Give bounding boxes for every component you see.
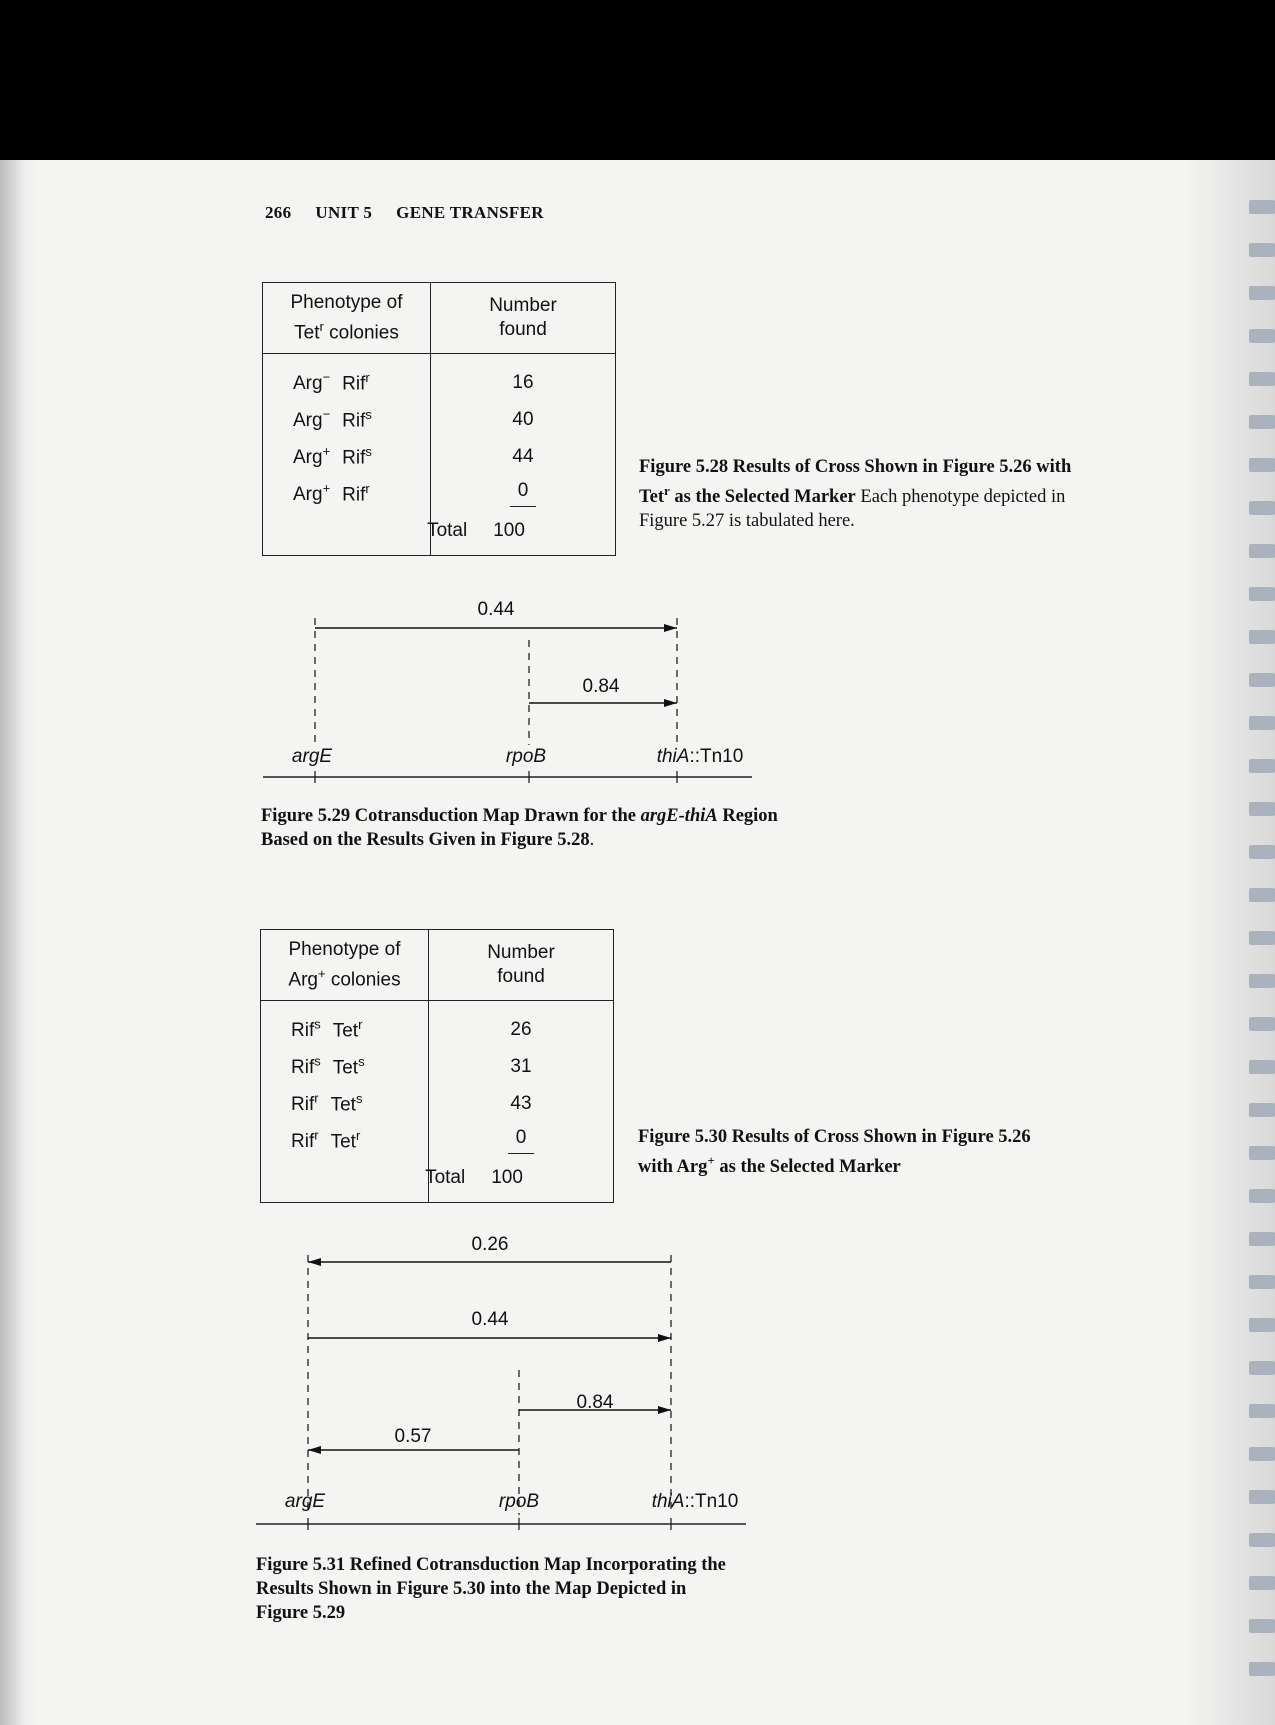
allele: s [365, 444, 372, 460]
map2-guides [308, 1255, 671, 1515]
figure-5-30-caption [638, 1125, 1068, 1179]
allele: s [365, 407, 372, 423]
distance-label: 0.26 [471, 1234, 509, 1255]
gene: Rif [342, 410, 366, 432]
caption-sup: r [664, 483, 670, 498]
gene: Rif [342, 373, 366, 395]
gene-name: thiA [651, 1491, 685, 1512]
total-value: 100 [493, 519, 525, 541]
total-row [261, 1159, 614, 1203]
table-row [261, 1085, 614, 1122]
caption-period: . [589, 830, 595, 850]
header-marker-sup: r [319, 319, 324, 334]
gene: Rif [342, 484, 366, 506]
allele: r [365, 370, 370, 386]
caption-title: Results of Cross Shown in Figure 5.26 with Arg [638, 1127, 1031, 1178]
gene: Rif [291, 1057, 315, 1079]
distance-label: 0.44 [477, 599, 515, 620]
gene: Rif [291, 1094, 315, 1116]
insertion-name: ::Tn10 [689, 746, 744, 767]
caption-body: Each phenotype depicted in Figure 5.27 is tabulated here. [639, 487, 1066, 532]
gene: Tet [330, 1131, 356, 1153]
caption-title-end: as the Selected Marker [714, 1157, 901, 1178]
count: 31 [510, 1055, 532, 1077]
header-colonies: colonies [325, 969, 401, 991]
count: 43 [510, 1092, 532, 1114]
gene-label-thiA [657, 746, 744, 767]
allele: r [314, 1091, 319, 1107]
allele: s [314, 1054, 321, 1070]
allele: r [365, 481, 370, 497]
gene: Rif [342, 447, 366, 469]
caption-label: Figure 5.28 [639, 457, 729, 477]
caption-label: Figure 5.29 [261, 806, 351, 826]
distance-label: 0.84 [576, 1392, 614, 1413]
count: 0 [510, 480, 537, 507]
allele: r [314, 1128, 319, 1144]
gene: Arg [293, 373, 323, 395]
caption-title: Refined Cotransduction Map Incorporating the Results Shown in Figure 5.30 into the Map Depicted in Figure 5.29 [256, 1555, 726, 1623]
header-line: found [499, 319, 547, 341]
header-marker: Arg [288, 969, 318, 991]
gene: Arg [293, 484, 323, 506]
table-row [261, 1048, 614, 1085]
gene: Rif [291, 1020, 315, 1042]
allele: r [358, 1017, 363, 1033]
distance-label: 0.44 [471, 1309, 509, 1330]
caption-label: Figure 5.31 [256, 1555, 346, 1575]
header-line: Number [487, 942, 555, 964]
gene: Tet [332, 1020, 359, 1042]
gene-label-argE: argE [284, 1491, 326, 1512]
distance-label: 0.84 [582, 676, 620, 697]
allele: s [358, 1054, 365, 1070]
caption-title-end: as the Selected Marker [669, 487, 856, 508]
allele: − [322, 407, 331, 423]
header-marker: Tet [294, 322, 320, 344]
caption-label: Figure 5.30 [638, 1127, 728, 1147]
count: 44 [512, 445, 534, 467]
table-row [261, 1001, 614, 1049]
count: 0 [508, 1127, 535, 1154]
allele: s [355, 1091, 363, 1107]
figure-5-29-caption [261, 804, 781, 852]
allele: − [322, 370, 331, 386]
gene-label-thiA [652, 1491, 739, 1512]
count: 40 [512, 408, 534, 430]
header-marker-sup: + [317, 966, 326, 981]
gene-label-rpoB: rpoB [498, 1491, 540, 1512]
table-header-row [261, 930, 614, 1001]
caption-gene-region: argE-thiA [640, 806, 718, 826]
header-line: Number [489, 295, 557, 317]
gene: Rif [291, 1131, 315, 1153]
insertion-name: ::Tn10 [684, 1491, 739, 1512]
phenotype-header [261, 930, 429, 1001]
count: 16 [512, 371, 534, 393]
caption-title: Cotransduction Map Drawn for the [350, 806, 641, 826]
allele: + [322, 481, 331, 497]
allele: s [314, 1017, 321, 1033]
unit-title: GENE TRANSFER [396, 203, 544, 222]
count: 26 [510, 1018, 532, 1040]
caption-title-end: Region Based on the Results Given in Figure 5.28 [261, 806, 778, 850]
header-line: Phenotype of [290, 292, 403, 313]
figure-5-30-table [260, 929, 614, 1203]
allele: + [322, 444, 331, 460]
caption-title: Results of Cross Shown in Figure 5.26 with Tet [639, 457, 1072, 508]
total-value: 100 [491, 1166, 523, 1188]
gene: Arg [293, 410, 323, 432]
gene-name: thiA [656, 746, 690, 767]
number-header [429, 930, 614, 1001]
figure-5-31-caption [256, 1553, 726, 1625]
gene: Tet [332, 1057, 359, 1079]
allele: r [355, 1128, 361, 1144]
page-number: 266 [265, 203, 292, 222]
distance-label: 0.57 [394, 1426, 432, 1447]
caption-sup: + [707, 1153, 715, 1168]
header-line: Phenotype of [288, 939, 401, 960]
total-label: Total [427, 519, 468, 541]
map1-guides [315, 618, 677, 745]
gene: Arg [293, 447, 323, 469]
gene-label-rpoB: rpoB [505, 746, 547, 767]
gene-label-argE: argE [291, 746, 333, 767]
gene: Tet [330, 1094, 356, 1116]
total-label: Total [425, 1166, 466, 1188]
header-line: found [497, 966, 545, 988]
unit-label: UNIT 5 [315, 203, 373, 222]
header-colonies: colonies [323, 322, 399, 344]
table-row [261, 1122, 614, 1159]
